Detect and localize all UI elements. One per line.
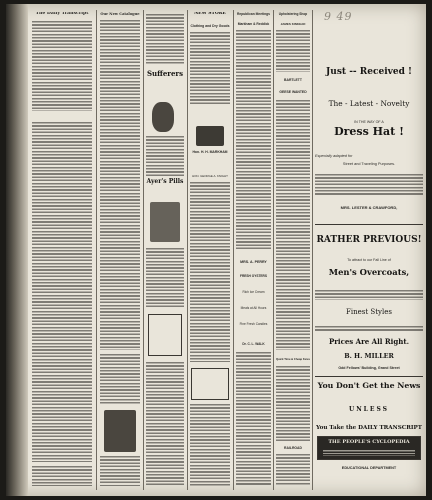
engraving-illustration [104, 410, 136, 452]
column-6 [276, 12, 310, 488]
upholstering-shop: Upholstering Shop [278, 12, 308, 16]
column-4 [190, 12, 230, 488]
in-the-way: IN THE WAY OF A [354, 120, 384, 124]
column-7 [315, 12, 423, 488]
rich-ice-cream: Rich Ice Cream [242, 290, 265, 294]
dont-get-news: You Don't Get the News [317, 381, 421, 390]
fine-candies: Fine Fresh Candies [239, 322, 268, 326]
republican-meetings: Republican Meetings [237, 12, 270, 16]
unless: UNLESS [348, 406, 390, 413]
mrs-perry: MRS. A. PERRY [240, 260, 267, 264]
newspaper-scan [6, 4, 426, 496]
rather-previous: RATHER PREVIOUS! [316, 235, 422, 245]
fresh-oysters: FRESH OYSTERS [240, 274, 267, 278]
peoples-cyclopedia: THE PEOPLE'S CYCLOPEDIA [328, 439, 410, 445]
educational-department: EDUCATIONAL DEPARTMENT [341, 466, 397, 470]
james-kinkead: JAMES KINKEAD [280, 22, 306, 26]
latest-novelty: The - Latest - Novelty [328, 99, 410, 108]
new-store-heading: NEW STORE [194, 12, 226, 16]
quick-time: Quick Time & Cheap Fares [276, 358, 310, 361]
masthead: The Daily Transcript [35, 12, 89, 16]
lester-crawford: MRS. LESTER & CRAWFORD, [340, 205, 398, 210]
column-2 [100, 12, 140, 488]
geese-wanted: GEESE WANTED [279, 90, 307, 94]
bartlett: BARTLETT [284, 78, 302, 82]
knight-name: HON. GEORGE A. KNIGHT [192, 174, 228, 178]
mens-overcoats: Men's Overcoats, [328, 267, 410, 277]
odd-fellows-building: Odd Fellows' Building, Grand Street [338, 366, 400, 370]
flag-illustration [196, 126, 224, 146]
prices-all-right: Prices Are All Right. [328, 337, 410, 346]
markham-name: Hon. H. H. MARKHAM [192, 150, 228, 154]
column-2-heading: Our New Catalogue [100, 12, 140, 16]
railroad: RAILROAD [284, 446, 302, 450]
finest-styles: Finest Styles [346, 308, 392, 316]
ayers-pills: Ayer's Pills [146, 178, 184, 185]
column-3 [146, 12, 184, 488]
dress-hat: Dress Hat ! [334, 125, 404, 138]
just-received: Just -- Received ! [326, 67, 412, 77]
especially-adapted: Especially adapted for [315, 154, 353, 158]
dr-walk: Dr. C. L. WALK [242, 342, 265, 346]
attract-line: To attract to our Fall Line of [347, 258, 391, 262]
take-daily-transcript: You Take the DAILY TRANSCRIPT [316, 425, 422, 431]
handwritten-note: 9 49 [324, 10, 353, 23]
figures-illustration [150, 202, 180, 242]
markham-reddick: Markham & Reddick [237, 22, 270, 26]
portrait-illustration [152, 102, 174, 132]
meals-all-hours: Meals at All Hours [240, 306, 267, 310]
column-5 [236, 12, 271, 488]
column-1 [32, 12, 92, 488]
miller-name: B. H. MILLER [344, 352, 394, 360]
street-traveling: Street and Traveling Purposes. [342, 162, 396, 166]
clothing-heading: Clothing and Dry Goods [190, 24, 230, 28]
sufferers-heading: Sufferers [146, 69, 184, 78]
book-binding [6, 4, 28, 496]
